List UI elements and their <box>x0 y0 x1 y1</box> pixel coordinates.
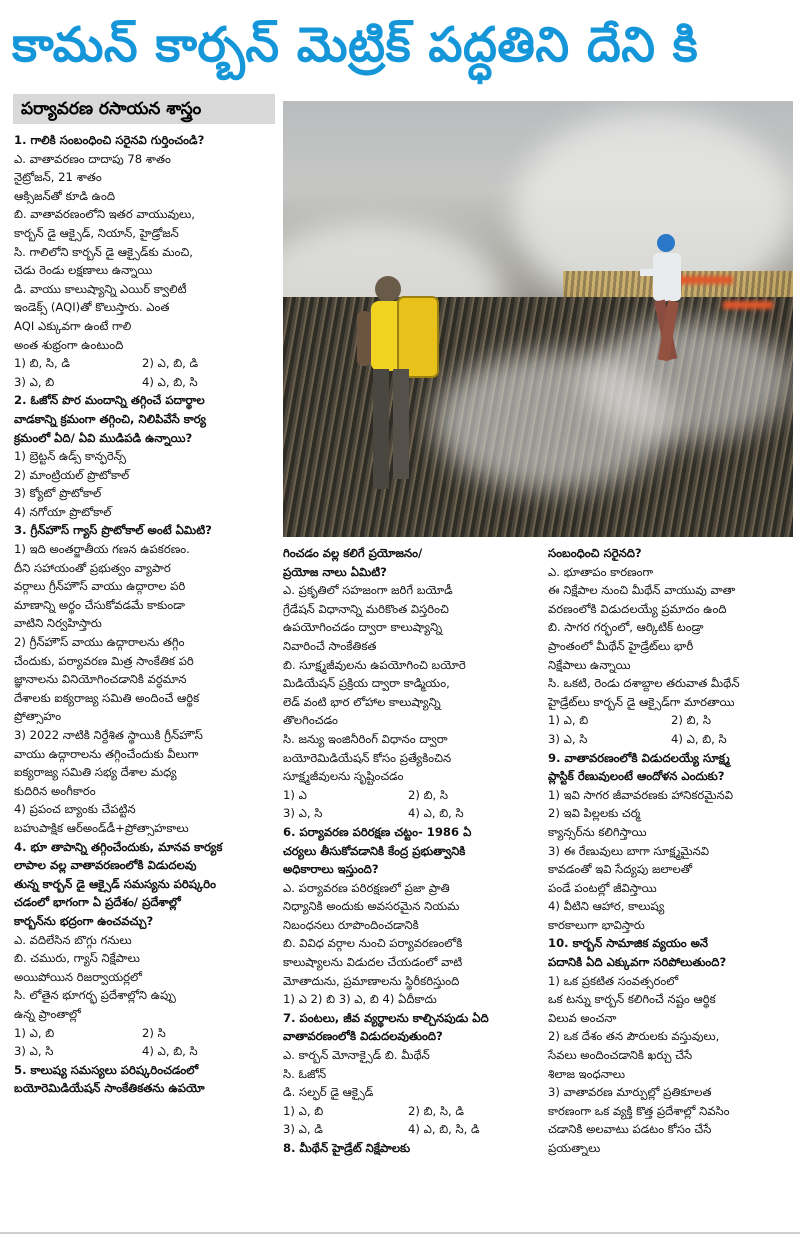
option-a: 3) ఎ, సి <box>283 806 323 821</box>
text-line: సూక్ష్మజీవులను సృష్టించడం <box>283 769 404 784</box>
question-line: 8. మీథేన్ హైడ్రేట్ నిక్షేపాలకు <box>283 1141 411 1155</box>
text-line: ప్రయత్నాలు <box>548 1141 601 1155</box>
option-a: 3) ఎ, బి <box>14 374 55 389</box>
text-line: విలువ అంచనా <box>548 1010 617 1025</box>
text-line: నిక్షేపాలు ఉన్నాయి <box>548 657 631 672</box>
text-line: కాలుష్యాలను విడుదల చేయడంలో వాటి <box>283 955 463 970</box>
option-a: 1) ఎ, బి <box>548 713 589 728</box>
answer-options-row <box>548 730 794 749</box>
question-line: 5. కాలుష్య సమస్యలు పరిష్కరించడంలో <box>14 1062 199 1077</box>
text-line: 4) వీటిని ఆహార, కాలుష్య <box>548 899 665 914</box>
text-line: 3) వాతావరణ మార్పుల్లో ప్రతికూలత <box>548 1085 712 1100</box>
option-b: 4) ఎ, బి, సి <box>142 1044 198 1059</box>
option-a: 3) ఎ, సి <box>14 1044 54 1059</box>
text-line: సి. ఓజోన్ <box>283 1066 327 1081</box>
question-line: ప్లాస్టిక్ రేణువులంటే ఆందోళన ఎందుకు? <box>548 769 725 784</box>
text-line: 1) బ్రెట్టన్ ఉడ్స్ కాన్ఫరెన్స్ <box>14 449 127 464</box>
text-line: సి. గాలిలోని కార్బన్ డై ఆక్సైడ్‌కు మంచి, <box>14 244 193 259</box>
text-line: మోతాదును, ప్రమాణాలను స్థిరీకరిస్తుంది <box>283 973 460 988</box>
question-line: 3. గ్రీన్‌హౌస్ గ్యాస్ ప్రొటోకాల్ అంటే ఏమిటి? <box>14 523 212 538</box>
question-line: అధికారాలు ఇస్తుంది? <box>283 862 379 877</box>
text-line: చెడు రెండు లక్షణాలు ఉన్నాయి <box>14 263 153 278</box>
text-line: వాయు ఉద్గారాలను తగ్గించేందుకు వీలుగా <box>14 746 199 761</box>
text-line: నైట్రోజన్, 21 శాతం <box>14 170 102 185</box>
question-line: పదానికి ఏది ఎక్కువగా సరిపోలుతుంది? <box>548 955 727 970</box>
question-line: 2. ఓజోన్ పొర మందాన్ని తగ్గించే పదార్థాల <box>14 393 205 408</box>
text-line: కారణంగా ఒక వ్యక్తి కొత్త ప్రదేశాల్లో నివసిం <box>548 1103 730 1118</box>
text-line: కుదిరిన అంగీకారం <box>14 783 96 798</box>
text-line: సి. ఒకటి, రెండు దశాబ్దాల తరువాత మీథేన్ <box>548 676 740 691</box>
option-a: 3) ఎ, డి <box>283 1122 323 1137</box>
column-right <box>548 544 794 1158</box>
question-line: క్రమంలో ఏది/ ఏవి ముడిపడి ఉన్నాయి? <box>14 430 193 445</box>
text-line: కావడంతో ఇవి సేద్యపు జలాలతో <box>548 862 693 877</box>
question-line: బయోరెమిడియేషన్ సాంకేతికతను ఉపయో <box>14 1081 205 1096</box>
text-line: బయోరెమిడియేషన్ కోసం ప్రత్యేకించిన <box>283 750 452 765</box>
text-line: డి. సల్ఫర్ డై ఆక్సైడ్ <box>283 1085 374 1100</box>
farmer-figure <box>638 231 708 371</box>
text-line: ప్రోత్సాహం <box>14 709 62 724</box>
text-line: కారకాలుగా భావిస్తారు <box>548 917 645 932</box>
text-line: 2) మాంట్రియల్ ప్రొటోకాల్ <box>14 467 130 482</box>
text-line: ఎ. కార్బన్ మోనాక్సైడ్ బి. మీథేన్ <box>283 1048 430 1063</box>
answer-options-row <box>283 1102 533 1121</box>
text-line: 1) ఎ 2) బి 3) ఎ, బి 4) ఏదీకాదు <box>283 992 437 1007</box>
text-line: బి. వివిధ వర్గాల నుంచి పర్యావరణంలోకి <box>283 936 463 951</box>
text-line: క్యాన్సర్‌ను కలిగిస్తాయి <box>548 824 647 839</box>
option-a: 1) బి, సి, డి <box>14 356 70 371</box>
question-line: చర్యలు తీసుకోవడానికి కేంద్ర ప్రభుత్వానికి <box>283 843 466 858</box>
text-line: ఎ. వదిలేసిన బొగ్గు గనులు <box>14 932 132 947</box>
text-line: నిబంధనలు రూపొందించడానికి <box>283 917 419 932</box>
text-line: హైడ్రేట్‌లు కార్బన్ డై ఆక్సైడ్‌గా మారతాయి <box>548 694 735 709</box>
column-middle <box>283 544 533 1158</box>
text-line: 3) 2022 నాటికి నిర్దేశిత స్థాయికి గ్రీన్‌హౌస్ <box>14 728 203 742</box>
text-line: మిడియేషన్ ప్రక్రియ ద్వారా కాడ్మియం, <box>283 676 450 691</box>
text-line: వర్గాలు గ్రీన్‌హౌస్ వాయు ఉద్గారాల పరి <box>14 579 186 594</box>
text-line: 2) ఇవి పిల్లలకు చర్మ <box>548 806 641 821</box>
text-line: ఎ. వాతావరణం దాదాపు 78 శాతం <box>14 151 171 166</box>
section-tag: పర్యావరణ రసాయన శాస్త్రం <box>13 94 275 124</box>
text-line: నిధ్యానికి అందుకు అవసరమైన నియమ <box>283 899 460 914</box>
question-line: చడంలో భాగంగా ఏ ప్రదేశం/ ప్రదేశాల్లో <box>14 895 181 910</box>
text-line: వరణంలోకి విడుదలయ్యే ప్రమాదం ఉంది <box>548 601 727 616</box>
answer-options-row <box>283 1120 533 1139</box>
option-b: 2) సి <box>142 1025 166 1040</box>
text-line: బహుపాక్షిక ఆర్‌అండ్‌డీ+ప్రోత్సాహకాలు <box>14 820 189 835</box>
question-line: 1. గాలికి సంబంధించి సరైనవి గుర్తించండి? <box>14 133 205 147</box>
question-line: గించడం వల్ల కలిగే ప్రయోజనం/ <box>283 546 423 560</box>
text-line: దీని సహాయంతో ప్రభుత్వం వ్యాపార <box>14 560 171 575</box>
text-line: శిలాజ ఇంధనాలు <box>548 1066 626 1081</box>
answer-options-row <box>14 373 270 392</box>
text-line: బి. చమురు, గ్యాస్ నిక్షేపాలు <box>14 951 140 966</box>
option-b: 4) ఎ, బి, సి <box>408 806 464 821</box>
text-line: 1) ఇవి సాగర జీవావరణకు హానికరమైనవి <box>548 787 733 802</box>
option-b: 2) బి, సి, డి <box>408 1103 464 1118</box>
text-line: 1) ఇది అంతర్జాతీయ గణన ఉపకరణం. <box>14 542 190 557</box>
answer-options-row <box>14 354 270 373</box>
text-line: ఆక్సిజన్‌తో కూడి ఉంది <box>14 188 116 203</box>
text-line: లెడ్ వంటి భార లోహాల కాలుష్యాన్ని <box>283 694 441 709</box>
text-line: పండే పంటల్లో జీవిస్తాయి <box>548 880 657 895</box>
option-b: 2) బి, సి <box>408 787 449 802</box>
text-line: మాణాన్ని అర్థం చేసుకోవడమే కాకుండా <box>14 597 185 612</box>
stubble-burning-photo <box>283 101 793 537</box>
option-b: 4) ఎ, బి, సి <box>671 731 727 746</box>
answer-options-row <box>14 1042 270 1061</box>
option-b: 4) ఎ, బి, సి, డి <box>408 1122 480 1137</box>
text-line: AQI ఎక్కువగా ఉంటే గాలి <box>14 318 132 333</box>
text-line: ఈ నిక్షేపాల నుంచి మీథేన్ వాయువు వాతా <box>548 583 736 598</box>
question-line: వాడకాన్ని క్రమంగా తగ్గించి, నిలిపివేసే కార్య <box>14 411 206 426</box>
question-line: సంబంధించి సరైనది? <box>548 546 642 560</box>
question-line: 10. కార్బన్ సామాజిక వ్యయం అనే <box>548 936 709 951</box>
text-line: 3) క్యోటో ప్రొటోకాల్ <box>14 486 102 501</box>
text-line: తొలగించడం <box>283 713 338 728</box>
answer-options-row <box>14 1024 270 1043</box>
option-a: 3) ఎ, సి <box>548 731 588 746</box>
text-line: ఎ. పర్యావరణ పరిరక్షణలో ప్రజా ప్రాతి <box>283 880 450 895</box>
option-a: 1) ఎ, బి <box>14 1025 55 1040</box>
text-line: 1) ఒక ప్రకటిత సంవత్సరంలో <box>548 973 679 988</box>
question-line: 4. భూ తాపాన్ని తగ్గించేందుకు, మానవ కార్యక <box>14 839 223 854</box>
text-line: ఎ. భూతాపం కారణంగా <box>548 564 654 579</box>
question-line: 9. వాతావరణంలోకి విడుదలయ్యే సూక్ష్మ <box>548 750 730 765</box>
text-line: ఎ. ప్రకృతిలో సహజంగా జరిగే బయోడీ <box>283 583 453 598</box>
text-line: గ్రేడేషన్ విధానాన్ని మరికొంత విస్తరించి <box>283 601 449 616</box>
text-line: ఇండెక్స్ (AQI)తో కొలుస్తారు. ఎంత <box>14 300 170 315</box>
text-line: 4) నగోయా ప్రొటోకాల్ <box>14 504 112 519</box>
text-line: ఐక్యరాజ్య సమితి సభ్య దేశాల మధ్య <box>14 765 177 780</box>
option-a: 1) ఎ, బి <box>283 1103 324 1118</box>
text-line: 3) ఈ రేణువులు బాగా సూక్ష్మమైనవి <box>548 843 709 858</box>
question-line: లాపాల వల్ల వాతావరణంలోకి విడుదలవు <box>14 858 197 873</box>
text-line: అయిపోయిన రిజర్వాయర్లలో <box>14 969 142 984</box>
text-line: ఒక టన్ను కార్బన్ కలిగించే నష్టం ఆర్థిక <box>548 992 716 1007</box>
page-bottom-rule <box>0 1232 800 1234</box>
text-line: 4) ప్రపంచ బ్యాంకు చేపట్టిన <box>14 802 136 817</box>
answer-options-row <box>548 711 794 730</box>
question-line: 6. పర్యావరణ పరిరక్షణ చట్టం- 1986 ఏ <box>283 824 472 839</box>
option-a: 1) ఎ <box>283 787 307 802</box>
text-line: చేందుకు, పర్యావరణ మిత్ర సాంకేతిక పరి <box>14 653 194 668</box>
text-line: ఉన్న ప్రాంతాల్లో <box>14 1006 81 1021</box>
answer-options-row <box>283 786 533 805</box>
text-line: బి. వాతావరణంలోని ఇతర వాయువులు, <box>14 207 195 222</box>
text-line: సి. లోతైన భూగర్భ ప్రదేశాల్లోని ఉప్పు <box>14 988 176 1003</box>
question-line: 7. పంటలు, జీవ వ్యర్థాలను కాల్చినపుడు ఏది <box>283 1010 489 1025</box>
text-line: ప్రాంతంలో మీథేన్ హైడ్రేట్‌లు భారీ <box>548 638 694 653</box>
text-line: జ్ఞానాలను వినియోగించడానికి వర్ధమాన <box>14 672 187 687</box>
question-line: తున్న కార్బన్ డై ఆక్సైడ్ సమస్యను పరిష్కరిం <box>14 876 216 891</box>
option-b: 2) బి, సి <box>671 713 712 728</box>
text-line: సి. జన్యు ఇంజినీరింగ్ విధానం ద్వారా <box>283 731 448 746</box>
headline: కామన్ కార్బన్ మెట్రిక్ పద్ధతిని దేని కి <box>12 17 699 73</box>
text-line: వాటిని నిర్వహిస్తారు <box>14 616 102 631</box>
text-line: డి. వాయు కాలుష్యాన్ని ఎయిర్ క్వాలిటీ <box>14 281 187 296</box>
question-line: కార్బన్‌ను భద్రంగా ఉంచవచ్చు? <box>14 913 154 928</box>
text-line: నివారించే సాంకేతికత <box>283 638 377 653</box>
text-line: సేవలు అందించడానికి ఖర్చు చేసే <box>548 1048 693 1063</box>
question-line: వాతావరణంలోకి విడుదలవుతుంది? <box>283 1029 443 1044</box>
column-left <box>14 131 270 1098</box>
option-b: 4) ఎ, బి, సి <box>142 374 198 389</box>
text-line: బి. సూక్ష్మజీవులను ఉపయోగించి బయోరె <box>283 657 466 672</box>
text-line: 2) ఒక దేశం తన పౌరులకు వస్తువులు, <box>548 1029 720 1044</box>
text-line: చడానికి అలవాటు పడటం కోసం చేసే <box>548 1122 712 1137</box>
text-line: అంత శుభ్రంగా ఉంటుంది <box>14 337 124 352</box>
worker-with-sprayer <box>343 271 453 511</box>
text-line: బి. సాగర గర్భంలో, ఆర్కిటిక్ టండ్రా <box>548 620 704 635</box>
text-line: ఉపయోగించడం ద్వారా కాలుష్యాన్ని <box>283 620 443 635</box>
text-line: కార్బన్ డై ఆక్సైడ్, నియాన్, హైడ్రోజన్ <box>14 225 179 240</box>
question-line: ప్రయోజ నాలు ఏమిటి? <box>283 564 387 579</box>
option-b: 2) ఎ, బి, డి <box>142 356 199 371</box>
text-line: 2) గ్రీన్‌హౌస్ వాయు ఉద్గారాలను తగ్గిం <box>14 635 185 650</box>
text-line: దేశాలకు ఐక్యరాజ్య సమితి అందించే ఆర్థిక <box>14 690 200 705</box>
answer-options-row <box>283 804 533 823</box>
